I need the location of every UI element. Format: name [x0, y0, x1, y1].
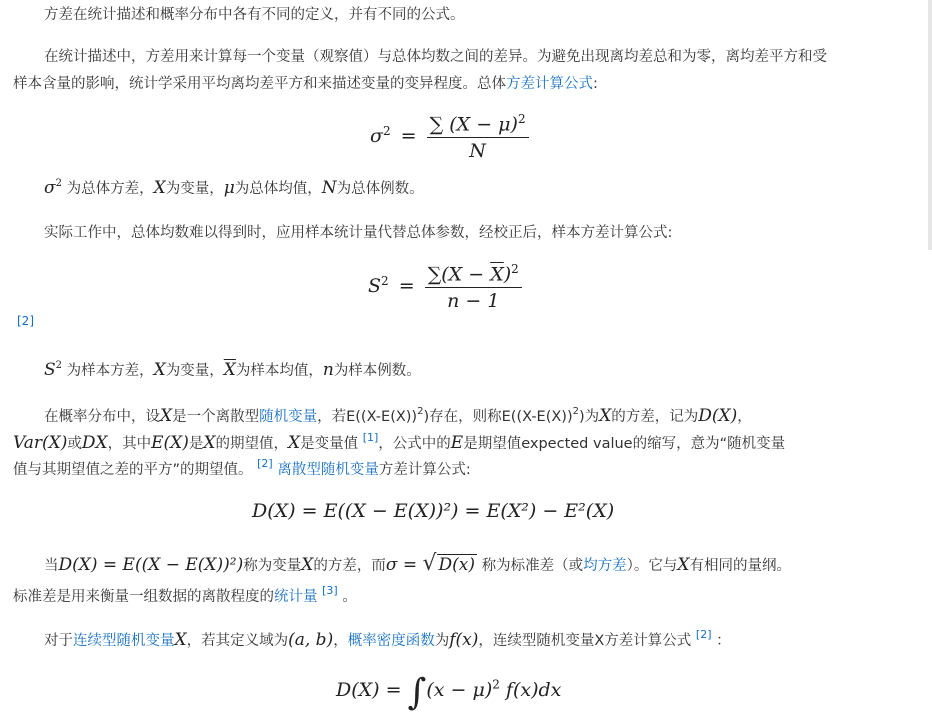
- formula-sample-variance: $S^2$ = $\frac{\sum(X - \overline{X})^2}{n - 1}$: [368, 262, 522, 312]
- link-continuous-random-variable[interactable]: 连续型随机变量: [73, 633, 175, 649]
- formula-population-variance: $\sigma^2$ = $\frac{\sum (X - \mu)^2}{N}$: [370, 112, 529, 162]
- link-mean-square-deviation[interactable]: 均方差: [583, 558, 627, 574]
- reference-2-continuous[interactable]: [2]: [695, 628, 712, 641]
- paragraph-sample-intro: 实际工作中，总体均数难以得到时，应用样本统计量代替总体参数，经校正后，样本方差计算公式:: [44, 225, 673, 241]
- reference-2-standalone[interactable]: [2]: [17, 314, 34, 328]
- paragraph-desc-line1: 在统计描述中，方差用来计算每一个变量（观察值）与总体均数之间的差异。为避免出现离均差总和为零，离均差平方和受: [44, 49, 827, 65]
- scrollbar[interactable]: [928, 0, 932, 250]
- paragraph-probability-line2: Var(X)或DX，其中E(X)是X的期望值，X是变量值 [1]，公式中的E是期望值expected value的缩写，意为“随机变量: [13, 431, 786, 453]
- link-discrete-random-variable[interactable]: 离散型随机变量: [277, 462, 379, 478]
- sqrt-icon: √: [422, 551, 437, 576]
- paragraph-probability-line1: 在概率分布中，设X是一个离散型随机变量，若$E((X-E(X))^2)$存在，则称$E((X-E(X))^2)$为X的方差，记为D(X)，: [44, 406, 752, 426]
- paragraph-population-symbols: $\sigma^2$ 为总体方差，X为变量，μ为总体均值，N为总体例数。: [44, 178, 424, 198]
- reference-1[interactable]: [1]: [362, 431, 379, 444]
- reference-2[interactable]: [2]: [257, 457, 273, 470]
- paragraph-probability-line3: 值与其期望值之差的平方”的期望值。 [2] 离散型随机变量方差计算公式:: [13, 457, 471, 478]
- reference-3[interactable]: [3]: [322, 584, 338, 597]
- formula-discrete-variance: D(X) = E((X − E(X))²) = E(X²) − E²(X): [252, 500, 615, 522]
- formula-continuous-variance: $D(X) = \int(x - \mu)^2$ f(x)dx: [336, 672, 562, 713]
- paragraph-intro: 方差在统计描述和概率分布中各有不同的定义，并有不同的公式。: [44, 7, 465, 23]
- link-variance-formula[interactable]: 方差计算公式: [506, 76, 593, 92]
- paragraph-std-line1: 当D(X) = E((X − E(X))²)称为变量X的方差，而σ = √ D(x) 称为标准差（或均方差）。它与X有相同的量纲。: [44, 551, 791, 576]
- integral-icon: ∫: [407, 672, 427, 713]
- paragraph-desc-line2: 样本含量的影响，统计学采用平均离均差平方和来描述变量的变异程度。总体方差计算公式:: [13, 76, 598, 92]
- paragraph-sample-symbols: $S^2$ 为样本方差，X为变量，$\overline{X}$为样本均值，n为样本例数。: [44, 360, 421, 380]
- paragraph-continuous: 对于连续型随机变量X，若其定义域为(a, b)，概率密度函数为f(x)，连续型随机变量X方差计算公式 [2] ：: [44, 628, 731, 650]
- link-statistic[interactable]: 统计量: [274, 589, 318, 605]
- paragraph-std-line2: 标准差是用来衡量一组数据的离散程度的统计量 [3] 。: [13, 584, 357, 605]
- link-random-variable[interactable]: 随机变量: [259, 409, 318, 425]
- link-probability-density-function[interactable]: 概率密度函数: [347, 633, 435, 649]
